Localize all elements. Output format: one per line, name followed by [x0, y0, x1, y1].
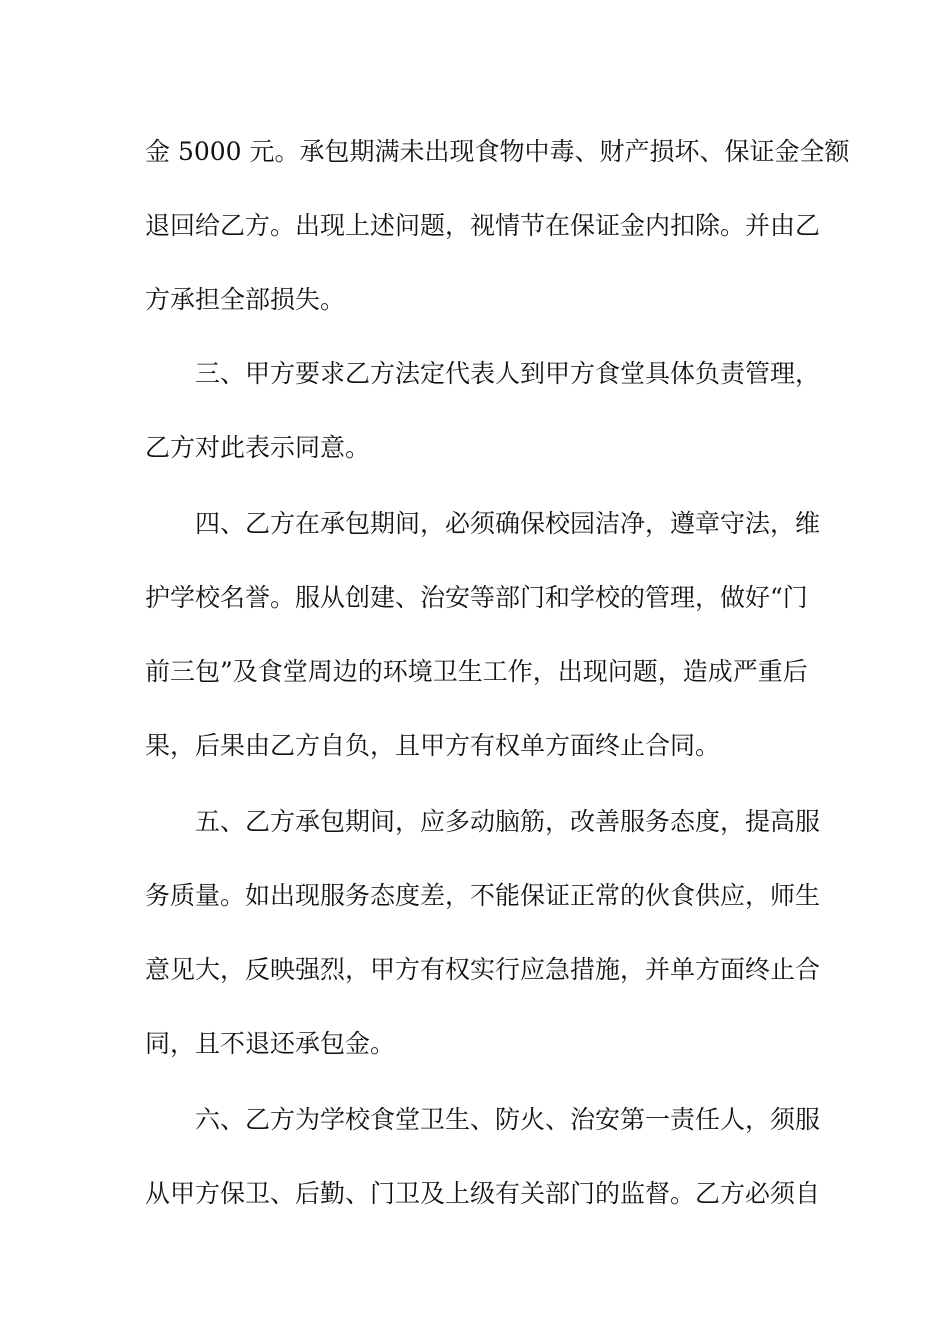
text-line: 乙方对此表示同意。 — [145, 433, 371, 462]
text-line: 意见大，反映强烈，甲方有权实行应急措施，并单方面终止合 — [145, 955, 821, 984]
text-line: 务质量。如出现服务态度差，不能保证正常的伙食供应，师生 — [145, 881, 821, 910]
text-line: 退回给乙方。出现上述问题，视情节在保证金内扣除。并由乙 — [145, 211, 821, 240]
text-line: 从甲方保卫、后勤、门卫及上级有关部门的监督。乙方必须自 — [145, 1179, 821, 1208]
text-line: 五、乙方承包期间，应多动脑筋，改善服务态度，提高服 — [195, 807, 821, 836]
text-line: 护学校名誉。服从创建、治安等部门和学校的管理，做好“门 — [145, 583, 808, 612]
text-line: 金 5000 元。承包期满未出现食物中毒、财产损坏、保证金全额 — [145, 137, 850, 166]
text-line: 同，且不退还承包金。 — [145, 1029, 396, 1058]
text-line: 方承担全部损失。 — [145, 285, 346, 314]
text-line: 果，后果由乙方自负，且甲方有权单方面终止合同。 — [145, 731, 721, 760]
text-line: 四、乙方在承包期间，必须确保校园洁净，遵章守法，维 — [195, 509, 821, 538]
text-line: 前三包”及食堂周边的环境卫生工作，出现问题，造成严重后 — [145, 657, 808, 686]
text-line: 三、甲方要求乙方法定代表人到甲方食堂具体负责管理， — [195, 359, 821, 388]
text-line: 六、乙方为学校食堂卫生、防火、治安第一责任人，须服 — [195, 1105, 821, 1134]
